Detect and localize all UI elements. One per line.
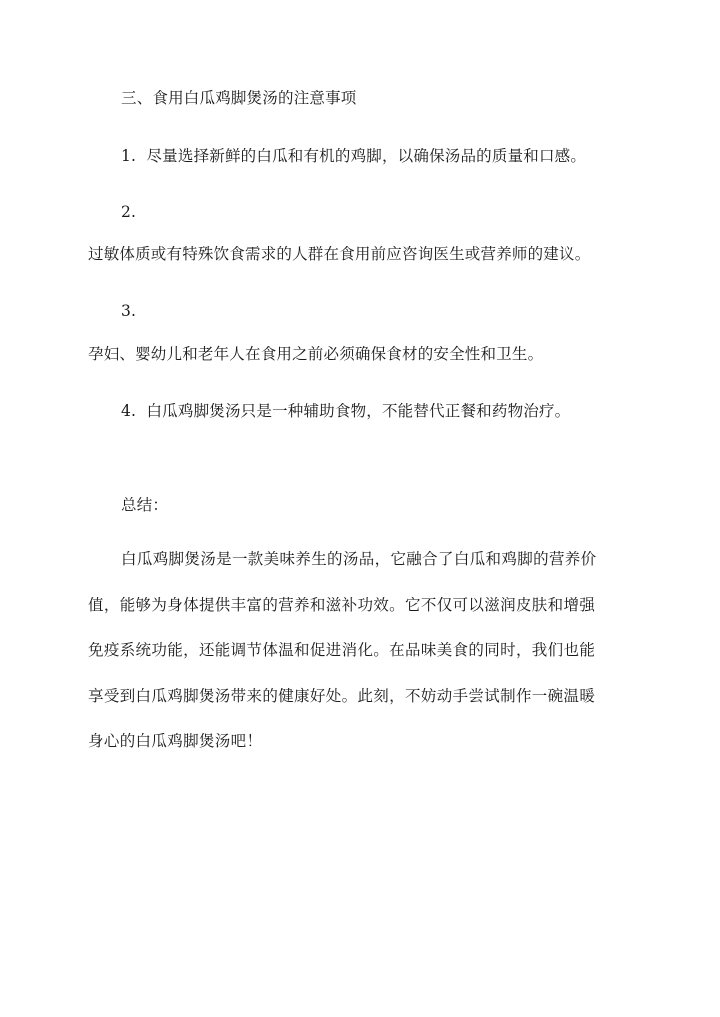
- list-item-text: 尽量选择新鲜的白瓜和有机的鸡脚，以确保汤品的质量和口感。: [146, 147, 587, 165]
- list-item-3-number: 3.: [121, 302, 137, 320]
- section-heading: 三、食用白瓜鸡脚煲汤的注意事项: [121, 89, 357, 107]
- list-item-1: [121, 146, 586, 166]
- list-item-number: 1.: [121, 147, 137, 165]
- list-item-4: [121, 401, 570, 421]
- summary-line: 身心的白瓜鸡脚煲汤吧！: [88, 732, 263, 750]
- summary-line: 值，能够为身体提供丰富的营养和滋补功效。它不仅可以滋润皮肤和增强: [88, 596, 596, 614]
- list-item-2-text: 过敏体质或有特殊饮食需求的人群在食用前应咨询医生或营养师的建议。: [88, 245, 591, 263]
- list-item-2-number: 2.: [121, 203, 137, 221]
- summary-heading: 总结：: [121, 496, 169, 514]
- list-item-number: 4.: [121, 402, 137, 420]
- list-item-text: 白瓜鸡脚煲汤只是一种辅助食物，不能替代正餐和药物治疗。: [146, 402, 571, 420]
- summary-line: 免疫系统功能，还能调节体温和促进消化。在品味美食的同时，我们也能: [88, 641, 596, 659]
- summary-line: 白瓜鸡脚煲汤是一款美味养生的汤品，它融合了白瓜和鸡脚的营养价: [121, 550, 597, 568]
- list-item-3-text: 孕妇、婴幼儿和老年人在食用之前必须确保食材的安全性和卫生。: [88, 345, 544, 363]
- summary-line: 享受到白瓜鸡脚煲汤带来的健康好处。此刻，不妨动手尝试制作一碗温暖: [88, 687, 596, 705]
